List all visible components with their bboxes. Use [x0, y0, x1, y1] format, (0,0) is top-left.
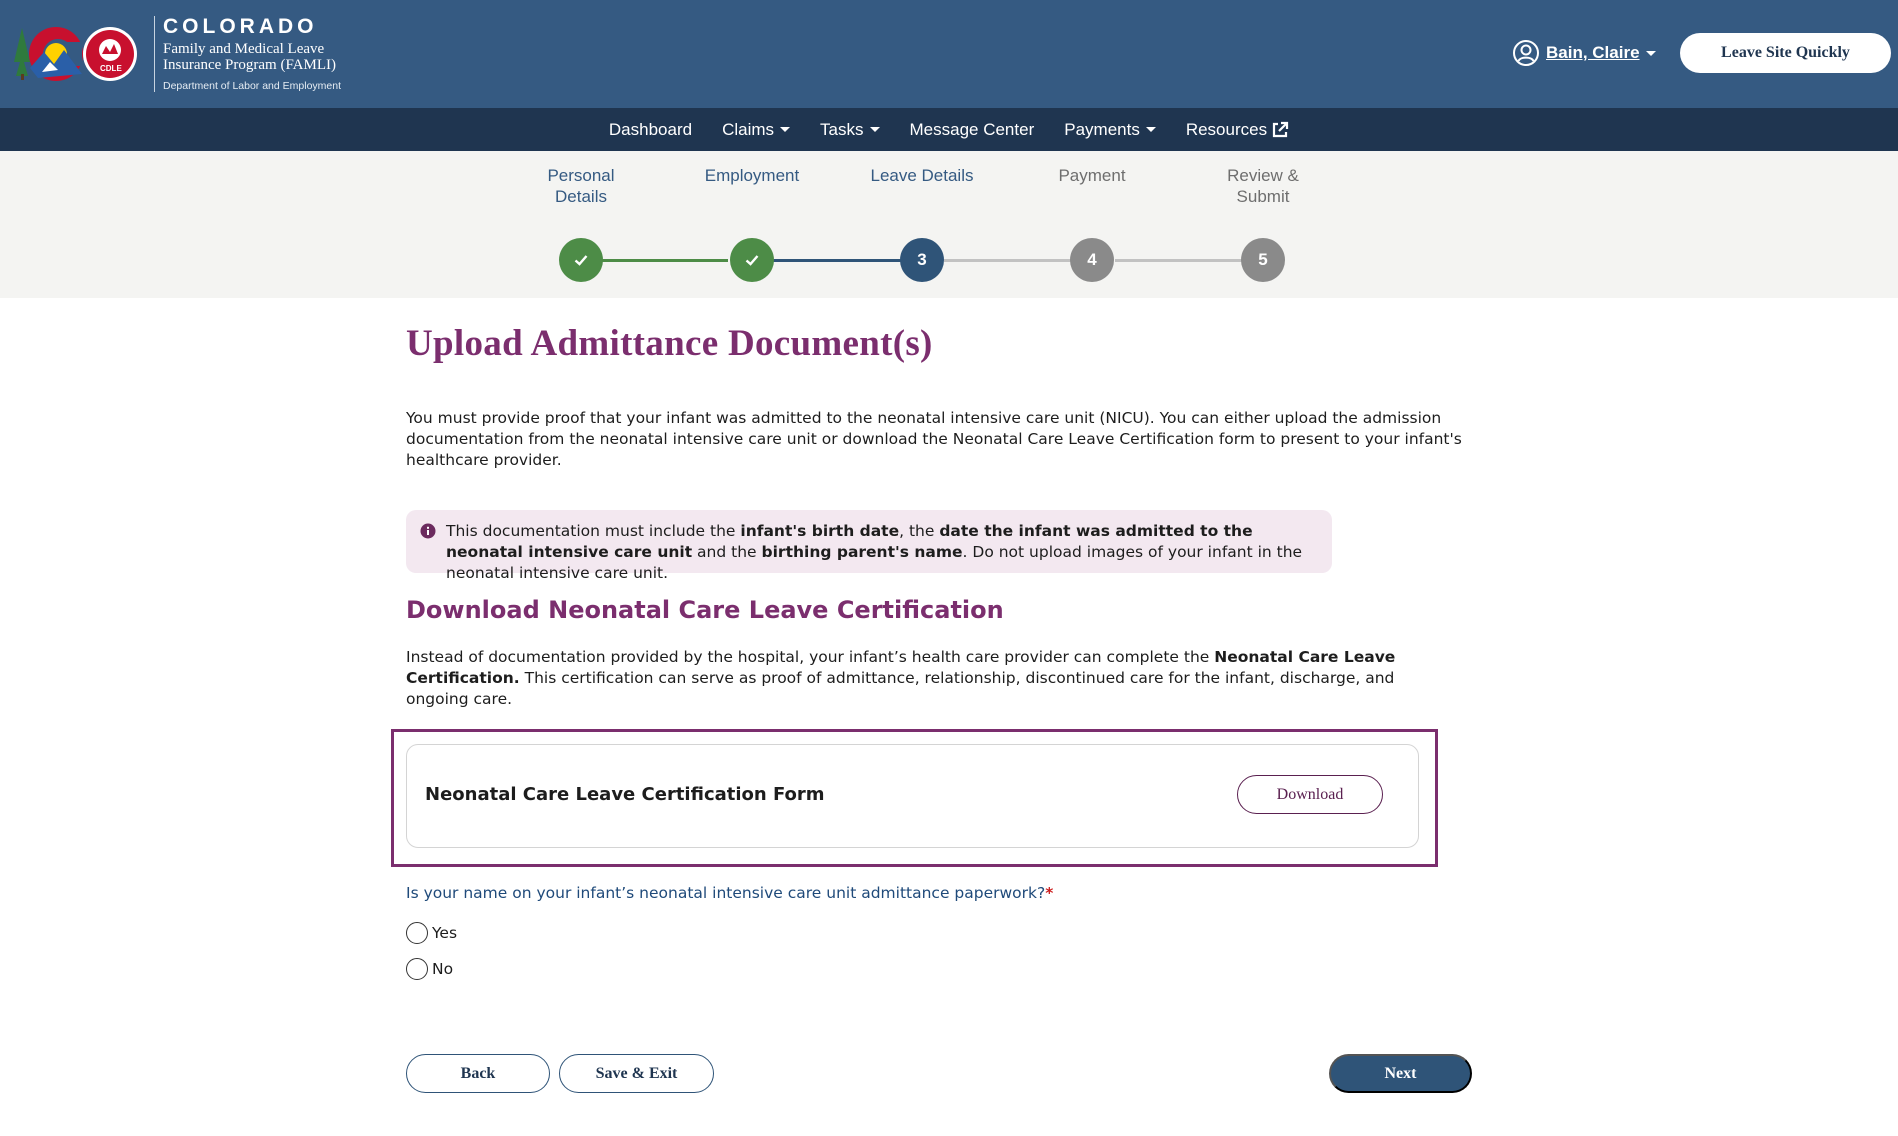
alert-text: , the [899, 522, 940, 540]
desc-bold-certification: Neonatal Care Leave Certification. [406, 648, 1396, 687]
radio-label-no: No [432, 960, 454, 978]
main-nav [0, 108, 1898, 151]
step-label [847, 165, 997, 207]
nav-claims-label: Claims [722, 119, 775, 139]
alert-bold-parent-name: birthing parent's name [761, 543, 963, 561]
question-label: Is your name on your infant’s neonatal intensive care unit admittance paperwork? [406, 884, 1046, 902]
external-link-icon [1271, 121, 1289, 139]
nav-tasks[interactable] [820, 120, 879, 140]
step-label [506, 165, 656, 207]
logo-program-line1: Family and Medical Leave [163, 41, 325, 57]
user-circle-icon [1512, 39, 1540, 67]
step-complete-marker [559, 238, 603, 282]
nav-message-center[interactable] [910, 120, 1035, 140]
colorado-logo-mark [12, 24, 144, 84]
chevron-down-icon [1146, 127, 1156, 132]
download-section-title: Download Neonatal Care Leave Certification [406, 596, 1004, 624]
save-exit-button[interactable]: Save & Exit [559, 1054, 714, 1093]
step-label-line1: Leave Details [870, 166, 974, 185]
nav-payments-label: Payments [1064, 119, 1140, 139]
nav-resources[interactable] [1186, 120, 1289, 140]
form-card-title: Neonatal Care Leave Certification Form [425, 784, 825, 805]
alert-text: . Do not upload images of your infant in the neonatal intensive care unit. [446, 543, 1303, 582]
nav-payments[interactable] [1064, 120, 1156, 140]
back-button[interactable]: Back [406, 1054, 550, 1093]
alert-text: This documentation must include the [446, 522, 741, 540]
nav-claims[interactable] [722, 120, 790, 140]
page-title: Upload Admittance Document(s) [406, 323, 933, 364]
step-label-line1: Employment [704, 166, 800, 185]
famli-logo[interactable] [12, 14, 341, 94]
download-button[interactable]: Download [1237, 775, 1383, 814]
info-circle-icon [420, 523, 436, 539]
certification-form-card [406, 744, 1419, 848]
step-number: 3 [900, 238, 944, 282]
admittance-name-question [406, 884, 1053, 902]
logo-text [163, 15, 341, 93]
nav-tasks-label: Tasks [820, 119, 864, 139]
alert-bold-birth-date: infant's birth date [740, 522, 900, 540]
step-connector [1115, 259, 1243, 262]
colorado-c-logo-icon [12, 24, 144, 84]
radio-option-yes[interactable] [406, 922, 457, 944]
step-connector [944, 259, 1072, 262]
logo-divider [154, 16, 155, 92]
radio-button-no[interactable] [406, 958, 428, 980]
desc-text: This certification can serve as proof of admittance, relationship, discontinued care for the infant, discharge, and ongoing care. [406, 669, 1395, 708]
chevron-down-icon [1646, 51, 1656, 56]
step-label-line2: Submit [1236, 187, 1290, 206]
chevron-down-icon [870, 127, 880, 132]
step-number: 5 [1241, 238, 1285, 282]
leave-site-quickly-button[interactable]: Leave Site Quickly [1680, 33, 1891, 73]
progress-stepper [0, 151, 1898, 298]
logo-department: Department of Labor and Employment [163, 80, 342, 92]
alert-bold-admit-date: date the infant was admitted to the neonatal intensive care unit [446, 522, 1253, 561]
desc-text: Instead of documentation provided by the hospital, your infant’s health care provider can complete the [406, 648, 1215, 666]
logo-program-line2: Insurance Program (FAMLI) [163, 57, 337, 73]
radio-option-no[interactable] [406, 958, 453, 980]
radio-label-yes: Yes [432, 924, 458, 942]
step-connector [773, 259, 901, 262]
step-complete-marker [730, 238, 774, 282]
cdle-badge-label: CDLE [100, 64, 122, 73]
logo-state-name: COLORADO [163, 15, 318, 38]
nav-dashboard[interactable] [609, 120, 692, 140]
step-label-line1: Payment [1058, 166, 1126, 185]
checkmark-icon [743, 251, 761, 269]
step-connector [602, 259, 728, 262]
step-label-line1: Review & [1227, 166, 1299, 185]
step-label-line2: Details [555, 187, 607, 206]
chevron-down-icon [780, 127, 790, 132]
info-alert [406, 510, 1332, 582]
step-label [677, 165, 827, 207]
alert-text: and the [692, 543, 762, 561]
nav-resources-label: Resources [1185, 119, 1268, 139]
user-name[interactable]: Bain, Claire [1546, 43, 1640, 62]
radio-button-yes[interactable] [406, 922, 428, 944]
user-account-menu[interactable] [1512, 38, 1656, 68]
required-asterisk: * [1045, 884, 1054, 902]
step-number: 4 [1070, 238, 1114, 282]
step-label [1188, 165, 1338, 207]
nav-dashboard-label: Dashboard [608, 119, 693, 139]
site-header [0, 0, 1898, 108]
next-button[interactable]: Next [1329, 1054, 1472, 1093]
step-label [1017, 165, 1167, 207]
nav-message-center-label: Message Center [909, 119, 1035, 139]
checkmark-icon [572, 251, 590, 269]
step-label-line1: Personal [547, 166, 615, 185]
intro-paragraph: You must provide proof that your infant was admitted to the neonatal intensive care unit (NICU). You can either upload the admission documentation from the neonatal intensive care unit or download the Neonatal Care Leave Certification form to present to your infant's healthcare provider. [406, 409, 1462, 469]
download-section-description [406, 647, 1436, 710]
